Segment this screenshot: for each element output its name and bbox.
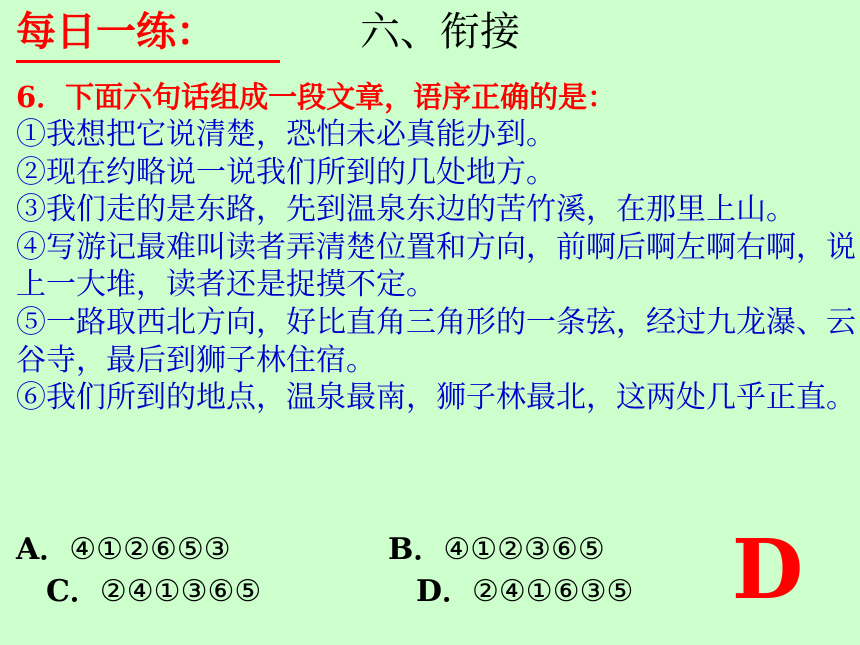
option-a-text: ④①②⑥⑤③ [69, 532, 231, 567]
option-d-letter: D． [416, 574, 473, 609]
answer-mark: D [732, 522, 804, 618]
option-c-letter: C． [46, 574, 100, 609]
option-a-letter: A． [16, 532, 70, 567]
title-underline [16, 60, 280, 63]
daily-practice-title: 每日一练： [16, 9, 216, 55]
option-c [46, 572, 261, 612]
sentence-3: ③我们走的是东路，先到温泉东边的苦竹溪，在那里上山。 [16, 192, 796, 228]
sentence-5: ⑤一路取西北方向，好比直角三角形的一条弦，经过九龙瀑、云谷寺，最后到狮子林住宿。 [16, 304, 856, 378]
question-prompt: 6．下面六句话组成一段文章，语序正确的是： [16, 80, 617, 114]
option-c-text: ②④①③⑥⑤ [99, 574, 262, 609]
option-d-text: ②④①⑥③⑤ [472, 574, 634, 609]
sentence-6: ⑥我们所到的地点，温泉最南，狮子林最北，这两处几乎正直。 [16, 380, 856, 416]
sentence-2: ②现在约略说一说我们所到的几处地方。 [16, 154, 556, 190]
section-title: 六、衔接 [360, 9, 520, 55]
sentence-4: ④写游记最难叫读者弄清楚位置和方向，前啊后啊左啊右啊，说上一大堆，读者还是捉摸不定。 [16, 229, 856, 303]
option-a [16, 530, 231, 570]
option-b-text: ④①②③⑥⑤ [443, 532, 605, 567]
sentence-list [16, 116, 856, 417]
option-b [388, 530, 605, 570]
option-b-letter: B． [388, 532, 444, 567]
sentence-1: ①我想把它说清楚，恐怕未必真能办到。 [16, 117, 556, 152]
option-d [416, 572, 633, 612]
